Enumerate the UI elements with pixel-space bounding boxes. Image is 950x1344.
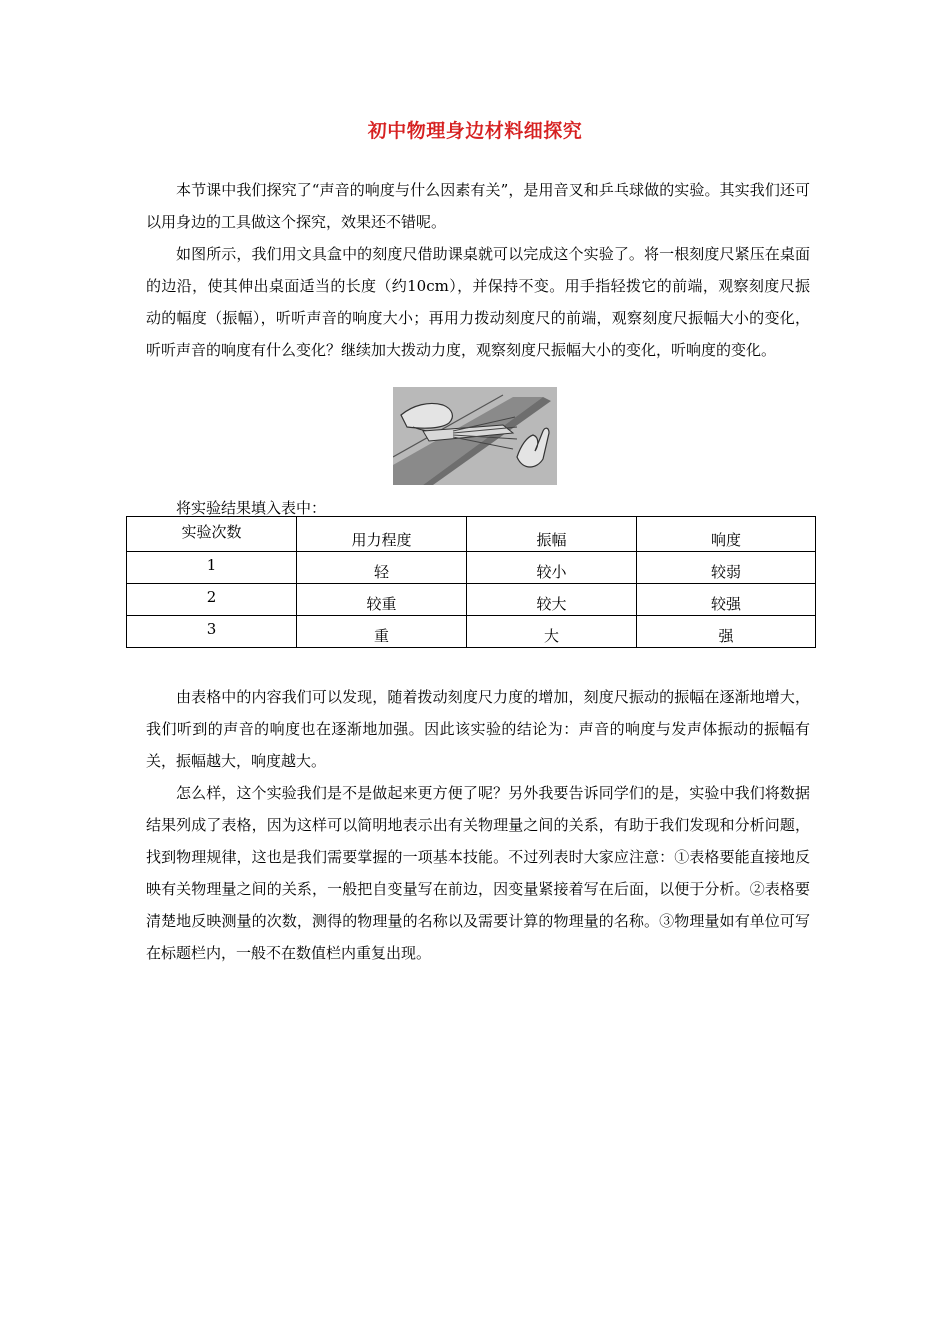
intro-paragraph: 本节课中我们探究了“声音的响度与什么因素有关”，是用音叉和乒乓球做的实验。其实我们还可以用身边的工具做这个探究，效果还不错呢。 <box>146 181 810 231</box>
header-amplitude: 振幅 <box>467 517 637 552</box>
plucking-hand <box>517 428 549 467</box>
table-cell: 2 <box>127 584 297 616</box>
ruler-experiment-figure <box>393 387 557 485</box>
table-header-row <box>127 517 816 552</box>
table-cell: 轻 <box>297 552 467 584</box>
table-cell: 较大 <box>467 584 637 616</box>
table-row <box>127 584 816 616</box>
header-trial-count: 实验次数 <box>127 517 297 552</box>
table-cell: 重 <box>297 616 467 648</box>
table-cell: 3 <box>127 616 297 648</box>
table-cell: 大 <box>467 616 637 648</box>
results-table <box>126 516 816 648</box>
table-row <box>127 616 816 648</box>
method-paragraph: 如图所示，我们用文具盒中的刻度尺借助课桌就可以完成这个实验了。将一根刻度尺紧压在桌面的边沿，使其伸出桌面适当的长度（约10cm），并保持不变。用手指轻拨它的前端，观察刻度尺振动的幅度（振幅），听听声音的响度大小；再用力拨动刻度尺的前端，观察刻度尺振幅大小的变化，听听声音的响度有什么变化？继续加大拨动力度，观察刻度尺振幅大小的变化，听响度的变化。 <box>146 245 810 359</box>
table-cell: 较重 <box>297 584 467 616</box>
table-intro: 将实验结果填入表中： <box>176 499 327 517</box>
header-force-level: 用力程度 <box>297 517 467 552</box>
page-title: 初中物理身边材料细探究 <box>367 120 583 142</box>
table-cell: 1 <box>127 552 297 584</box>
table-row <box>127 552 816 584</box>
table-cell: 较强 <box>637 584 816 616</box>
ruler-experiment-illustration <box>393 387 557 485</box>
table-cell: 较弱 <box>637 552 816 584</box>
tips-paragraph: 怎么样，这个实验我们是不是做起来更方便了呢？另外我要告诉同学们的是，实验中我们将数据结果列成了表格，因为这样可以简明地表示出有关物理量之间的关系，有助于我们发现和分析问题，找到物理规律，这也是我们需要掌握的一项基本技能。不过列表时大家应注意：①表格要能直接地反映有关物理量之间的关系，一般把自变量写在前边，因变量紧接着写在后面，以便于分析。②表格要清楚地反映测量的次数，测得的物理量的名称以及需要计算的物理量的名称。③物理量如有单位可写在标题栏内，一般不在数值栏内重复出现。 <box>146 784 810 962</box>
conclusion-paragraph: 由表格中的内容我们可以发现，随着拨动刻度尺力度的增加，刻度尺振动的振幅在逐渐地增大，我们听到的声音的响度也在逐渐地加强。因此该实验的结论为：声音的响度与发声体振动的振幅有关，振幅越大，响度越大。 <box>146 688 810 770</box>
pressing-hand <box>401 403 452 428</box>
table-cell: 强 <box>637 616 816 648</box>
table-cell: 较小 <box>467 552 637 584</box>
header-loudness: 响度 <box>637 517 816 552</box>
